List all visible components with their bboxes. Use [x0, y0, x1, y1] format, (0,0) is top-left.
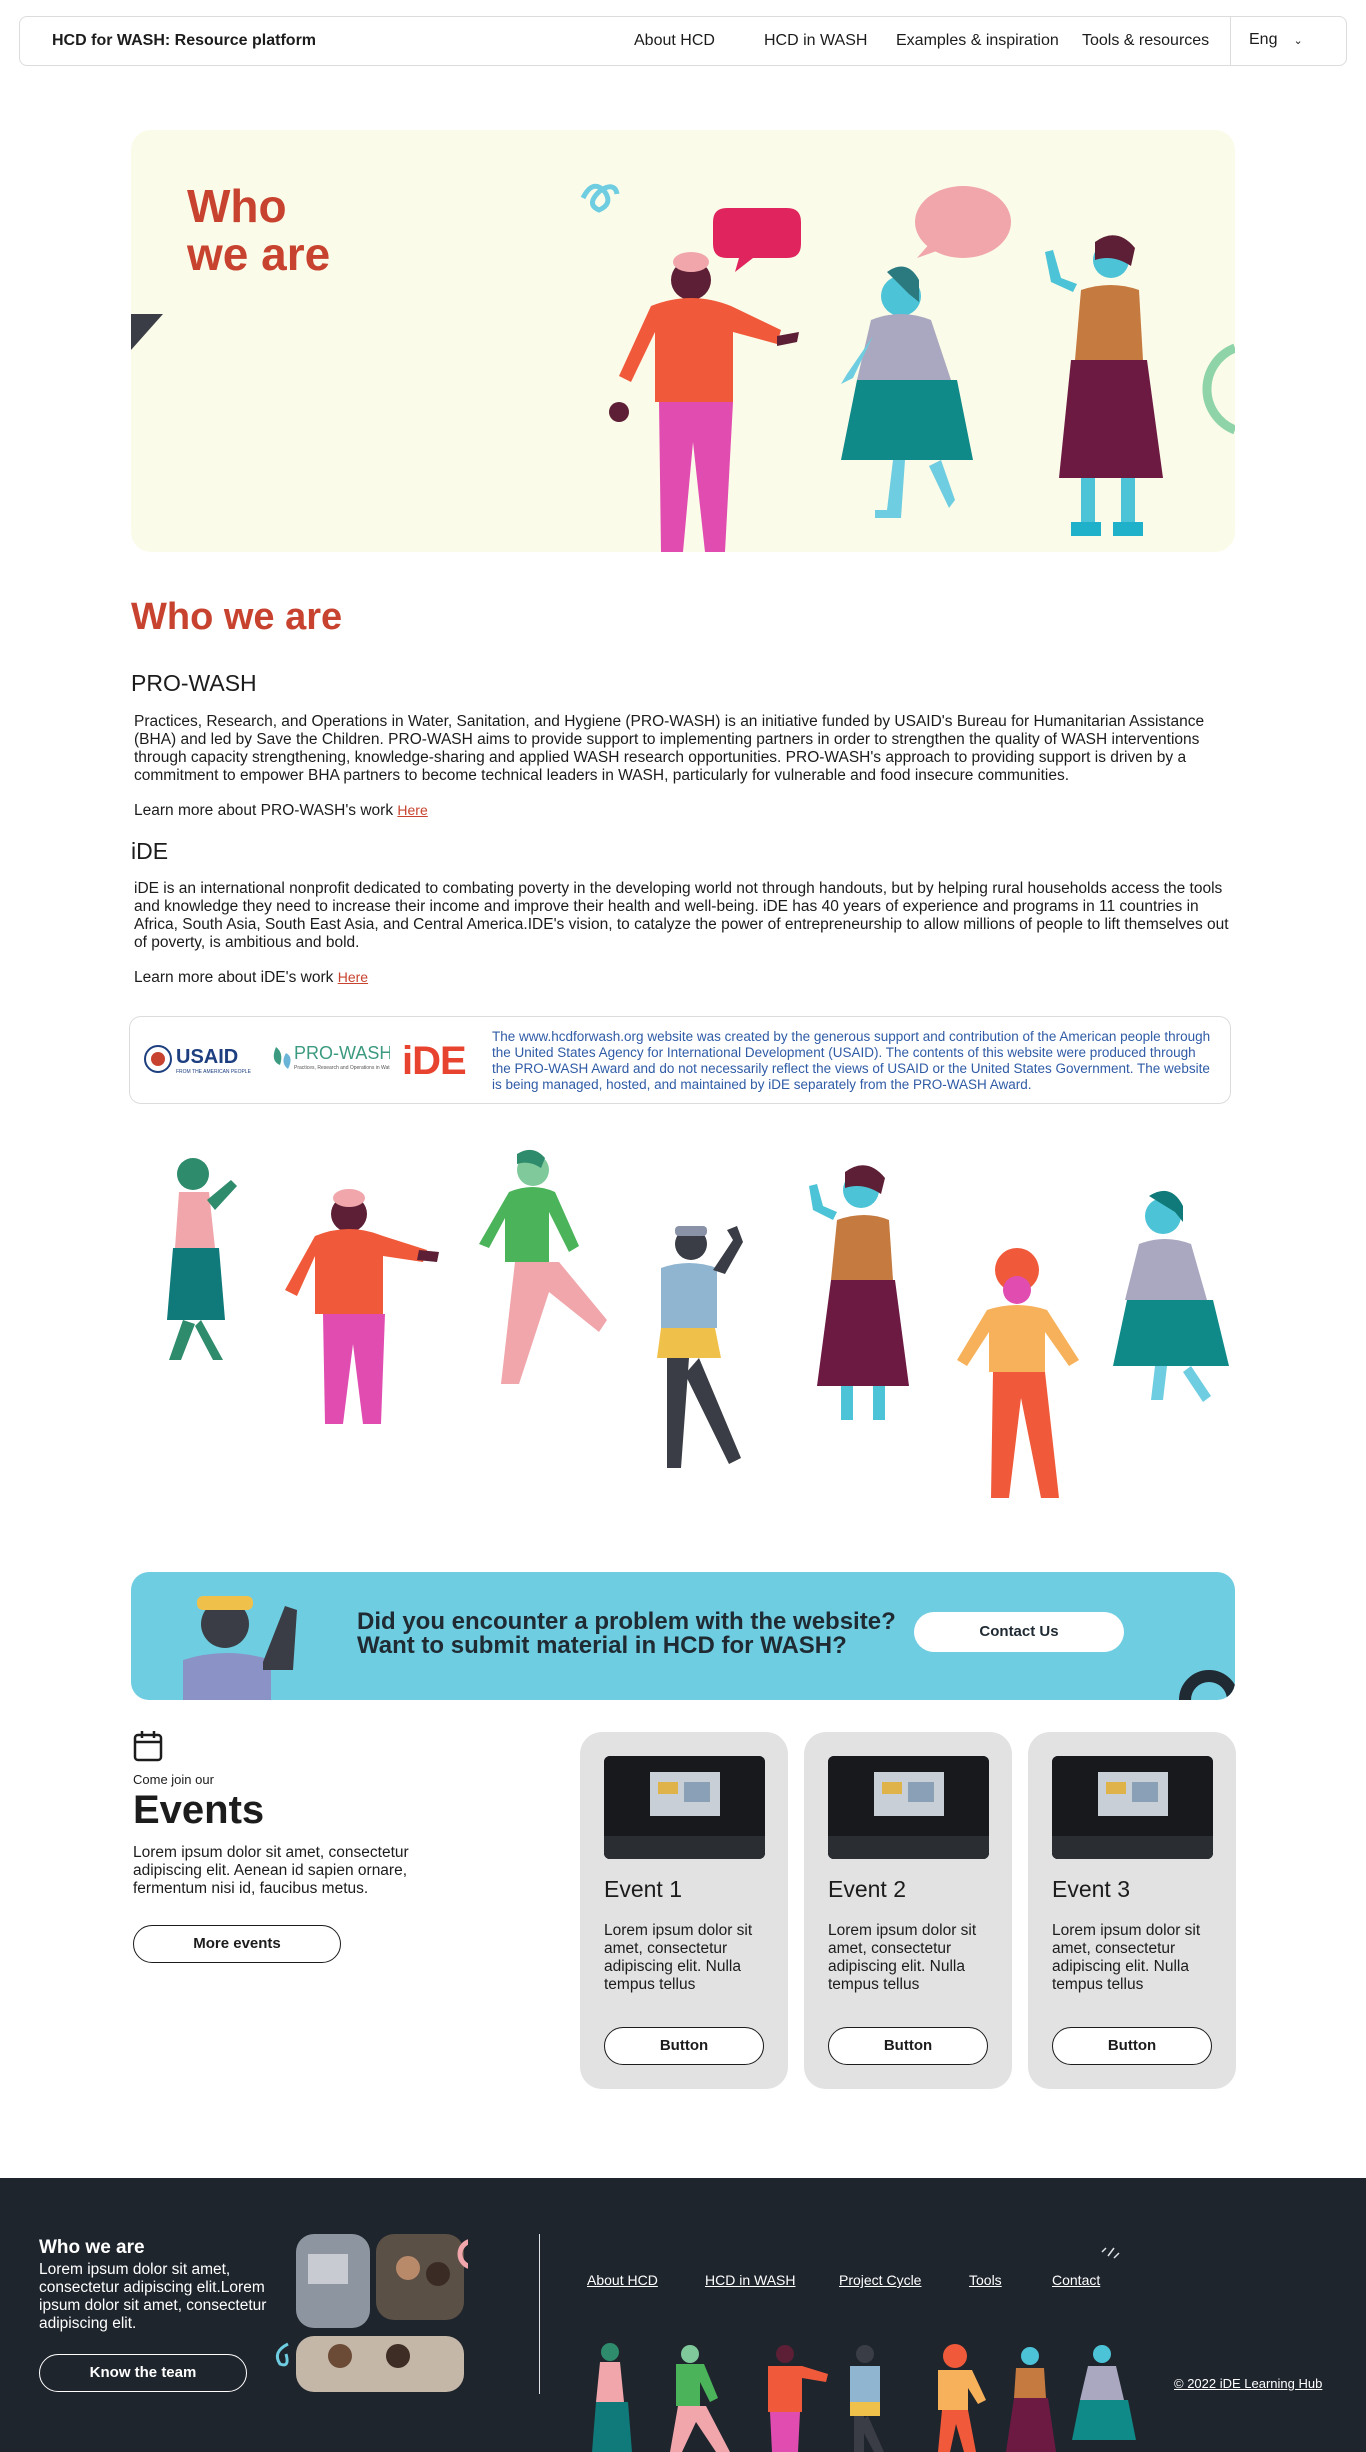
ide-logo: iDE [402, 1039, 466, 1083]
know-the-team-button[interactable]: Know the team [39, 2354, 247, 2392]
site-footer [0, 2178, 1366, 2452]
chevron-down-icon: ⌄ [1293, 35, 1303, 47]
ide-description: iDE is an international nonprofit dedicated to combating poverty in the developing world not through handouts, but by helping rural households access the tools and knowledge they need to increase their income and improve their health and well-being. iDE has 40 years of experience and programs in 11 countries in Africa, South Asia, South East Asia, and Central America.IDE's vision, to catalyze the power of entrepreneurship to allow millions of people to lift themselves out of poverty, is ambitious and bold. [134, 880, 1229, 951]
event-card-3[interactable] [1028, 1732, 1236, 2089]
event-3-image [1052, 1756, 1213, 1859]
sparkle-decoration [1100, 2246, 1120, 2260]
event-card-1[interactable] [580, 1732, 788, 2089]
event-3-description: Lorem ipsum dolor sit amet, consectetur adipiscing elit. Nulla tempus tellus [1052, 1922, 1201, 1993]
team-photos-collage [268, 2234, 468, 2404]
footer-link-project-cycle[interactable]: Project Cycle [839, 2272, 922, 2288]
usaid-logo [144, 1043, 254, 1082]
language-selector[interactable] [1230, 17, 1310, 65]
contact-us-button[interactable]: Contact Us [914, 1612, 1124, 1652]
event-1-button[interactable]: Button [604, 2027, 764, 2065]
language-value: Eng [1249, 31, 1278, 48]
events-kicker: Come join our [133, 1772, 214, 1787]
footer-title: Who we are [39, 2237, 145, 2258]
hero-banner [131, 130, 1235, 552]
event-card-2[interactable] [804, 1732, 1012, 2089]
more-events-button[interactable]: More events [133, 1925, 341, 1963]
calendar-icon [133, 1730, 163, 1762]
prowash-learn-more [134, 802, 428, 820]
footer-description: Lorem ipsum dolor sit amet, consectetur adipiscing elit.Lorem ipsum dolor sit amet, consectetur adipiscing elit. [39, 2261, 267, 2332]
prowash-description: Practices, Research, and Operations in Water, Sanitation, and Hygiene (PRO-WASH) is an initiative funded by USAID's Bureau for Humanitarian Assistance (BHA) and led by Save the Children. PRO-WASH aims to provide support to implementing partners in order to strengthen the quality of WASH interventions through capacity strengthening, knowledge-sharing and applied WASH research opportunities. PRO-WASH's approach to providing support is driven by a commitment to empower BHA partners to become technical leaders in WASH, particularly for vulnerable and food insecure communities. [134, 713, 1205, 784]
footer-link-tools[interactable]: Tools [969, 2272, 1002, 2288]
site-brand[interactable]: HCD for WASH: Resource platform [52, 32, 317, 49]
event-2-title: Event 2 [828, 1876, 906, 1902]
ide-here-link[interactable]: Here [337, 969, 369, 985]
prowash-tagline: Practices, Research and Operations in Wat [294, 1065, 390, 1071]
prowash-heading: PRO-WASH [131, 670, 257, 696]
contact-question-line2: Want to submit material in HCD for WASH? [357, 1632, 847, 1659]
events-description: Lorem ipsum dolor sit amet, consectetur adipiscing elit. Aenean id sapien ornare, fermentum nisi id, faucibus metus. [133, 1844, 409, 1897]
hero-title-line2: we are [187, 228, 331, 280]
ide-heading: iDE [131, 838, 169, 864]
prowash-wordmark: PRO-WASH [294, 1043, 390, 1063]
event-2-description: Lorem ipsum dolor sit amet, consectetur adipiscing elit. Nulla tempus tellus [828, 1922, 977, 1993]
event-1-description: Lorem ipsum dolor sit amet, consectetur adipiscing elit. Nulla tempus tellus [604, 1922, 753, 1993]
ide-learn-more [134, 969, 368, 987]
prowash-logo [270, 1041, 390, 1086]
event-2-button[interactable]: Button [828, 2027, 988, 2065]
event-3-button[interactable]: Button [1052, 2027, 1212, 2065]
event-1-image [604, 1756, 765, 1859]
footer-people-illustration [580, 2332, 1140, 2452]
nav-link-hcd-in-wash[interactable]: HCD in WASH [764, 32, 868, 49]
about-title: Who we are [131, 596, 343, 638]
footer-divider [539, 2234, 540, 2394]
hero-title [187, 182, 330, 278]
top-navigation [19, 16, 1347, 66]
hero-title-line1: Who [187, 180, 287, 232]
usaid-wordmark: USAID [176, 1046, 239, 1068]
ide-learn-more-text: Learn more about iDE's work [134, 969, 334, 986]
nav-link-tools[interactable]: Tools & resources [1082, 32, 1210, 49]
prowash-learn-more-text: Learn more about PRO-WASH's work [134, 802, 394, 819]
contact-question [357, 1610, 896, 1658]
nav-link-about-hcd[interactable]: About HCD [634, 32, 715, 49]
funding-disclaimer: The www.hcdforwash.org website was created by the generous support and contribution of the American people through the United States Agency for International Development (USAID). The contents of this website were produced through the PRO-WASH Award and do not necessarily reflect the views of USAID or the United States Government. The website is being managed, hosted, and maintained by iDE separately from the PRO-WASH Award. [492, 1029, 1211, 1092]
footer-link-hcd-in-wash[interactable]: HCD in WASH [705, 2272, 796, 2288]
footer-copyright: © 2022 iDE Learning Hub [1174, 2376, 1323, 2391]
nav-link-examples[interactable]: Examples & inspiration [896, 32, 1059, 49]
event-2-image [828, 1756, 989, 1859]
footer-link-about-hcd[interactable]: About HCD [587, 2272, 658, 2288]
contact-banner [131, 1572, 1235, 1700]
contact-question-line1: Did you encounter a problem with the website? [357, 1608, 896, 1635]
people-illustration [131, 1140, 1235, 1520]
partner-logos-strip [129, 1016, 1231, 1104]
prowash-here-link[interactable]: Here [397, 802, 428, 818]
event-3-title: Event 3 [1052, 1876, 1130, 1902]
event-1-title: Event 1 [604, 1876, 682, 1902]
usaid-tagline: FROM THE AMERICAN PEOPLE [176, 1069, 251, 1075]
events-title: Events [133, 1788, 265, 1832]
footer-link-contact[interactable]: Contact [1052, 2272, 1101, 2288]
